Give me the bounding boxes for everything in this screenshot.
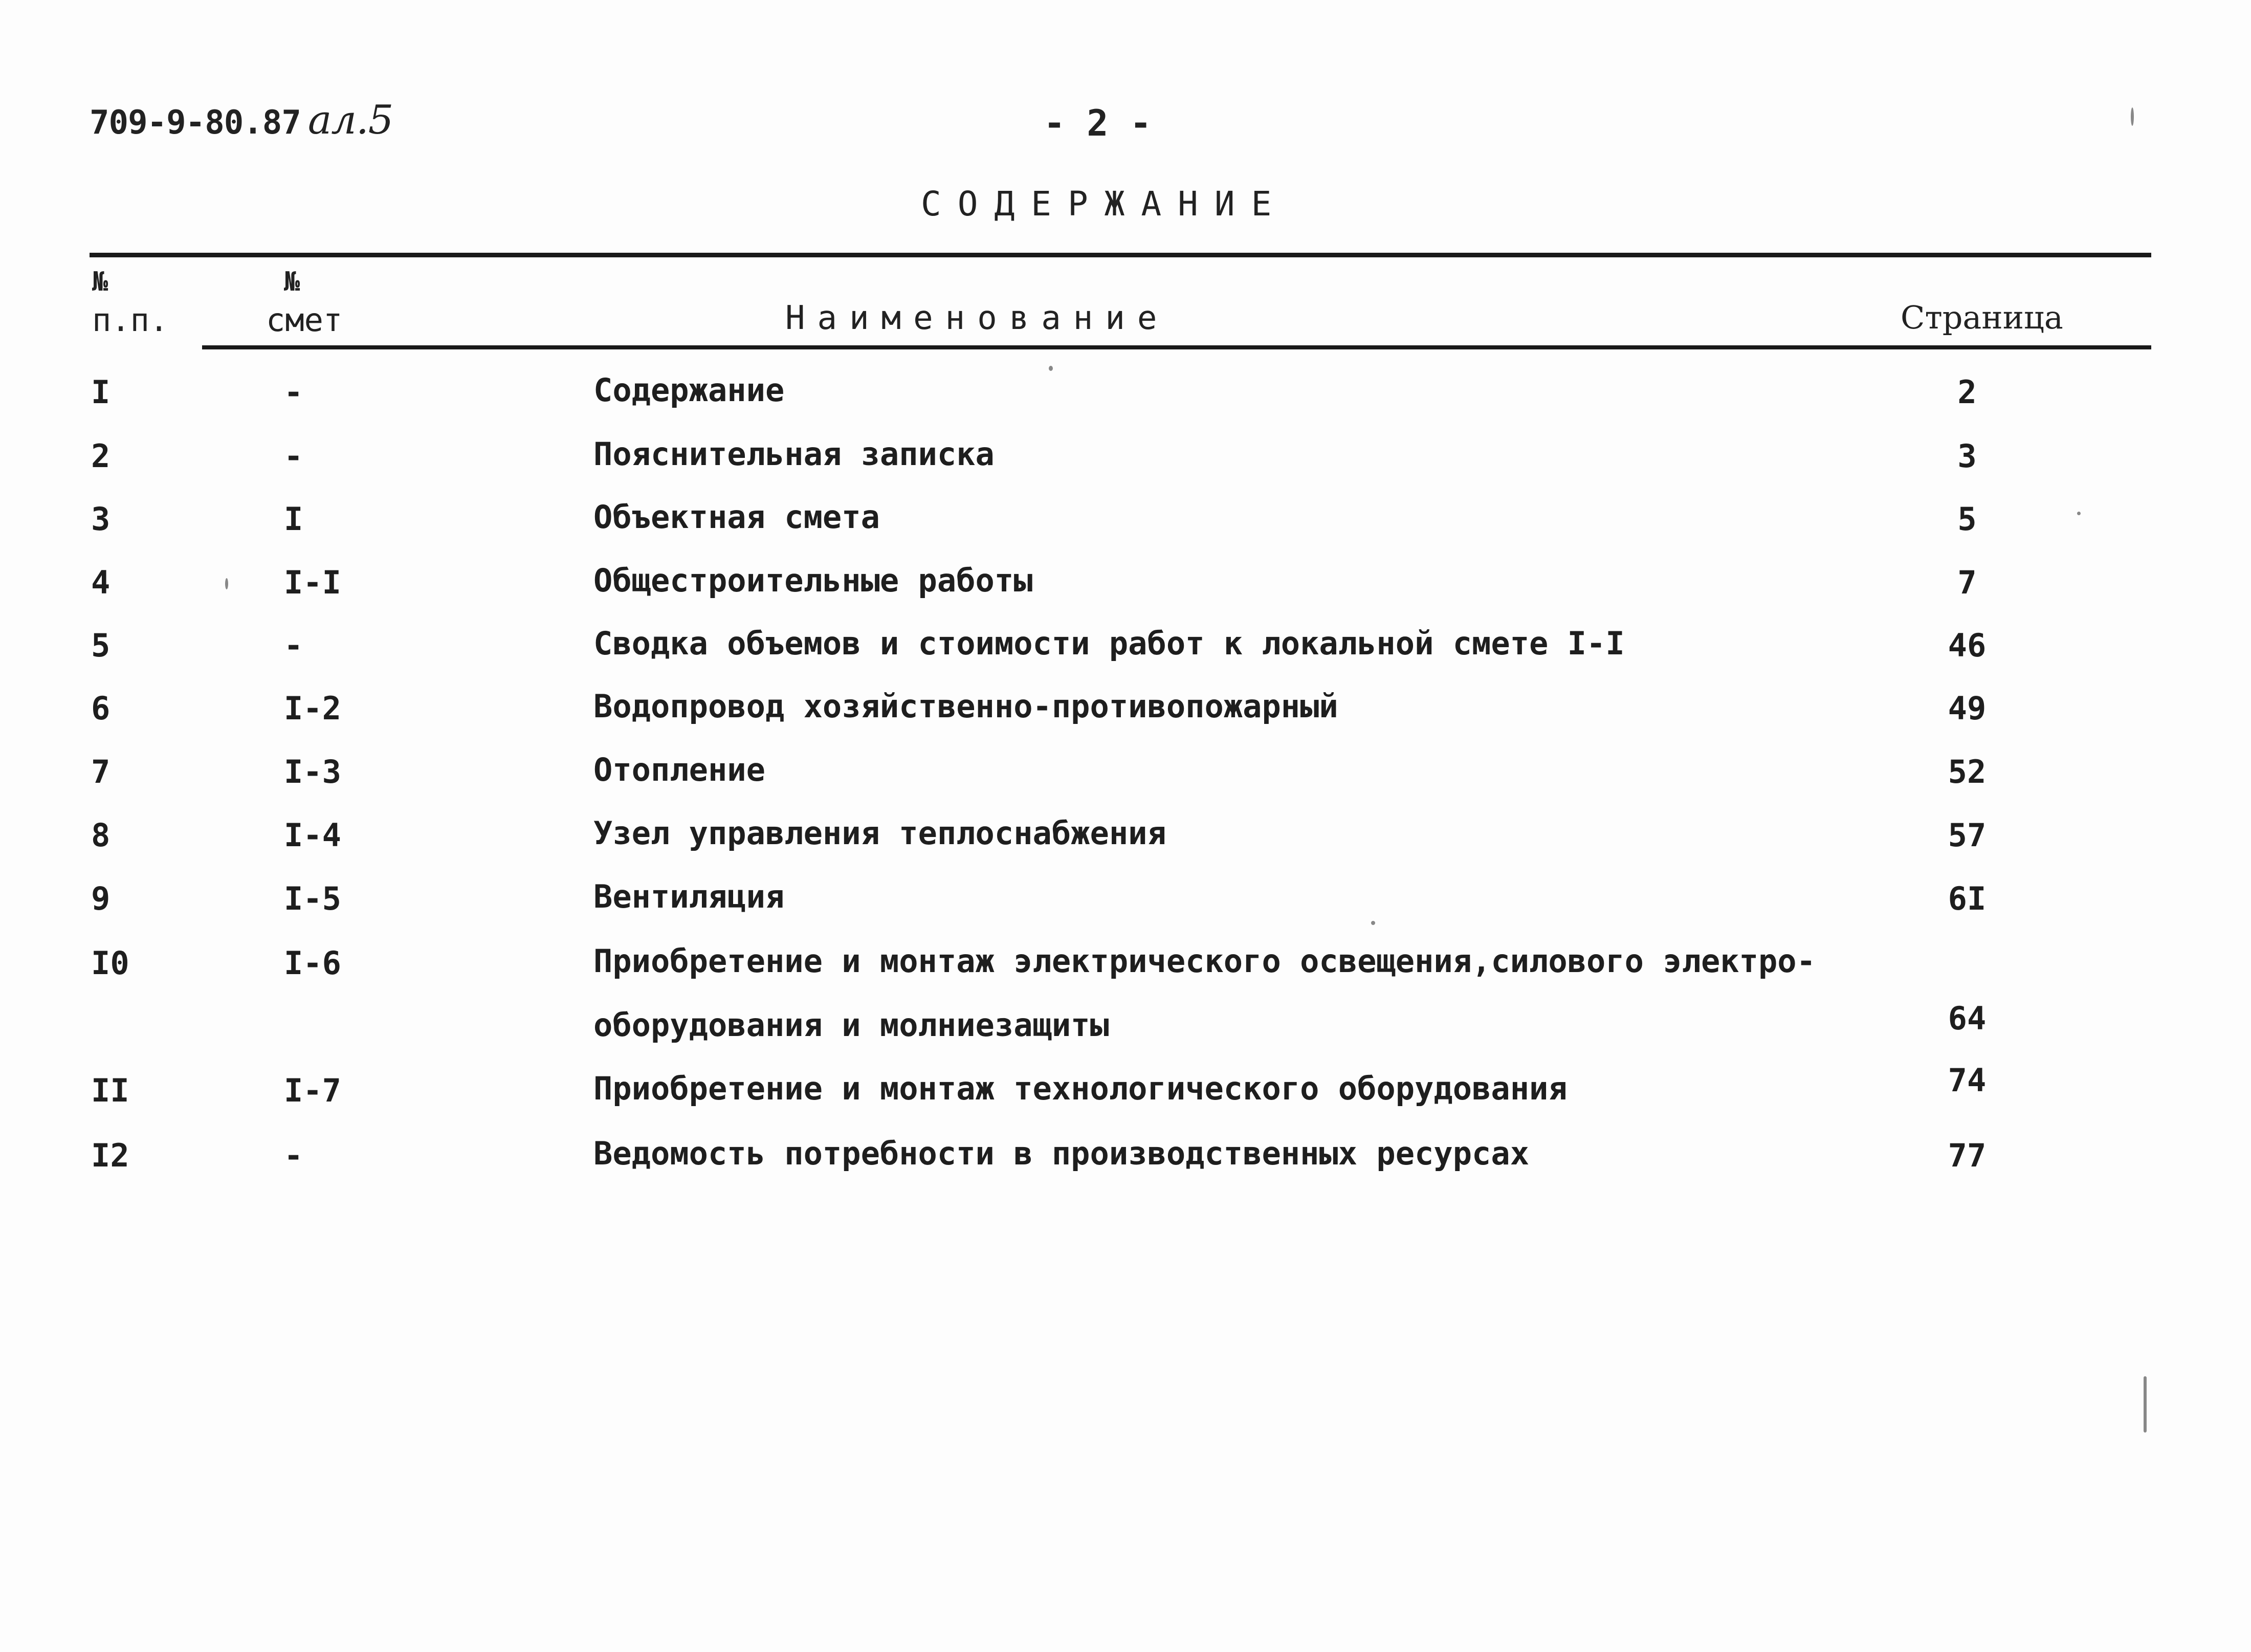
row-estimate: I-5 xyxy=(284,880,341,917)
scan-mark xyxy=(225,578,228,589)
column-header-num-sign: № xyxy=(92,267,108,297)
table-row xyxy=(0,944,2251,1072)
scan-mark xyxy=(1371,921,1375,925)
row-number: I2 xyxy=(91,1137,129,1174)
header-rule xyxy=(202,345,2151,349)
row-estimate: - xyxy=(284,1137,303,1174)
row-name: Пояснительная записка xyxy=(593,435,995,473)
row-page: 5 xyxy=(1957,500,1977,538)
document-code-typed: 709-9-80.87 xyxy=(90,104,301,142)
row-number: I0 xyxy=(91,944,129,982)
row-name: Объектная смета xyxy=(593,498,880,536)
row-page: 74 xyxy=(1948,1062,1987,1099)
row-page: 46 xyxy=(1948,627,1987,664)
row-estimate: I-7 xyxy=(284,1072,341,1109)
row-name: Вентиляция xyxy=(593,878,785,915)
column-header-page: Страница xyxy=(1901,299,2063,336)
page-number: - 2 - xyxy=(1044,102,1152,144)
row-page: 64 xyxy=(1948,1000,1987,1037)
row-number: II xyxy=(91,1072,129,1109)
row-number: 5 xyxy=(91,627,111,664)
row-page: 6I xyxy=(1948,880,1987,917)
row-estimate: I-I xyxy=(284,564,341,601)
row-number: 2 xyxy=(91,437,111,475)
row-estimate: - xyxy=(284,373,303,411)
document-code-handwritten: ал.5 xyxy=(307,97,393,143)
row-number: 4 xyxy=(91,564,111,601)
row-number: 7 xyxy=(91,753,111,790)
row-estimate: I-2 xyxy=(284,690,341,727)
scan-mark xyxy=(2077,512,2081,515)
row-page: 49 xyxy=(1948,690,1987,727)
row-number: 6 xyxy=(91,690,111,727)
row-page: 52 xyxy=(1948,753,1987,790)
row-estimate: I-4 xyxy=(284,817,341,854)
row-number: 9 xyxy=(91,880,111,917)
row-page: 7 xyxy=(1957,564,1977,601)
row-estimate: - xyxy=(284,437,303,475)
row-estimate: I-3 xyxy=(284,753,341,790)
row-name: Узел управления теплоснабжения xyxy=(593,814,1166,852)
row-page: 2 xyxy=(1957,373,1977,411)
scan-mark xyxy=(2131,107,2134,126)
row-estimate: - xyxy=(284,627,303,664)
row-page: 57 xyxy=(1948,817,1987,854)
top-rule xyxy=(90,253,2151,257)
row-estimate: I-6 xyxy=(284,944,341,982)
row-estimate: I xyxy=(284,500,303,538)
row-number: 3 xyxy=(91,500,111,538)
row-name: Водопровод хозяйственно-противопожарный xyxy=(593,688,1338,725)
scan-mark xyxy=(2144,1376,2147,1433)
row-name: Общестроительные работы xyxy=(593,562,1033,599)
row-name: Ведомость потребности в производственных ресурсах xyxy=(593,1135,1530,1172)
row-name: Сводка объемов и стоимости работ к локальной смете I-I xyxy=(593,625,1625,662)
row-name: Приобретение и монтаж электрического освещения,силового электро-оборудования и молниезащиты xyxy=(593,942,1816,1044)
row-name: Содержание xyxy=(593,371,785,409)
row-page: 77 xyxy=(1948,1137,1987,1174)
row-number: 8 xyxy=(91,817,111,854)
row-name: Отопление xyxy=(593,751,765,788)
column-header-num: п.п. xyxy=(92,301,169,339)
scan-mark xyxy=(1049,366,1053,371)
row-number: I xyxy=(91,373,111,411)
column-header-estimate: смет xyxy=(266,301,343,339)
document-code xyxy=(90,97,393,143)
row-name: Приобретение и монтаж технологического оборудования xyxy=(593,1070,1568,1107)
document-title: СОДЕРЖАНИЕ xyxy=(921,184,1288,224)
table-row xyxy=(0,1137,2251,1198)
column-header-estimate-sign: № xyxy=(284,267,300,297)
row-page: 3 xyxy=(1957,437,1977,475)
column-header-name: Наименование xyxy=(785,299,1169,337)
